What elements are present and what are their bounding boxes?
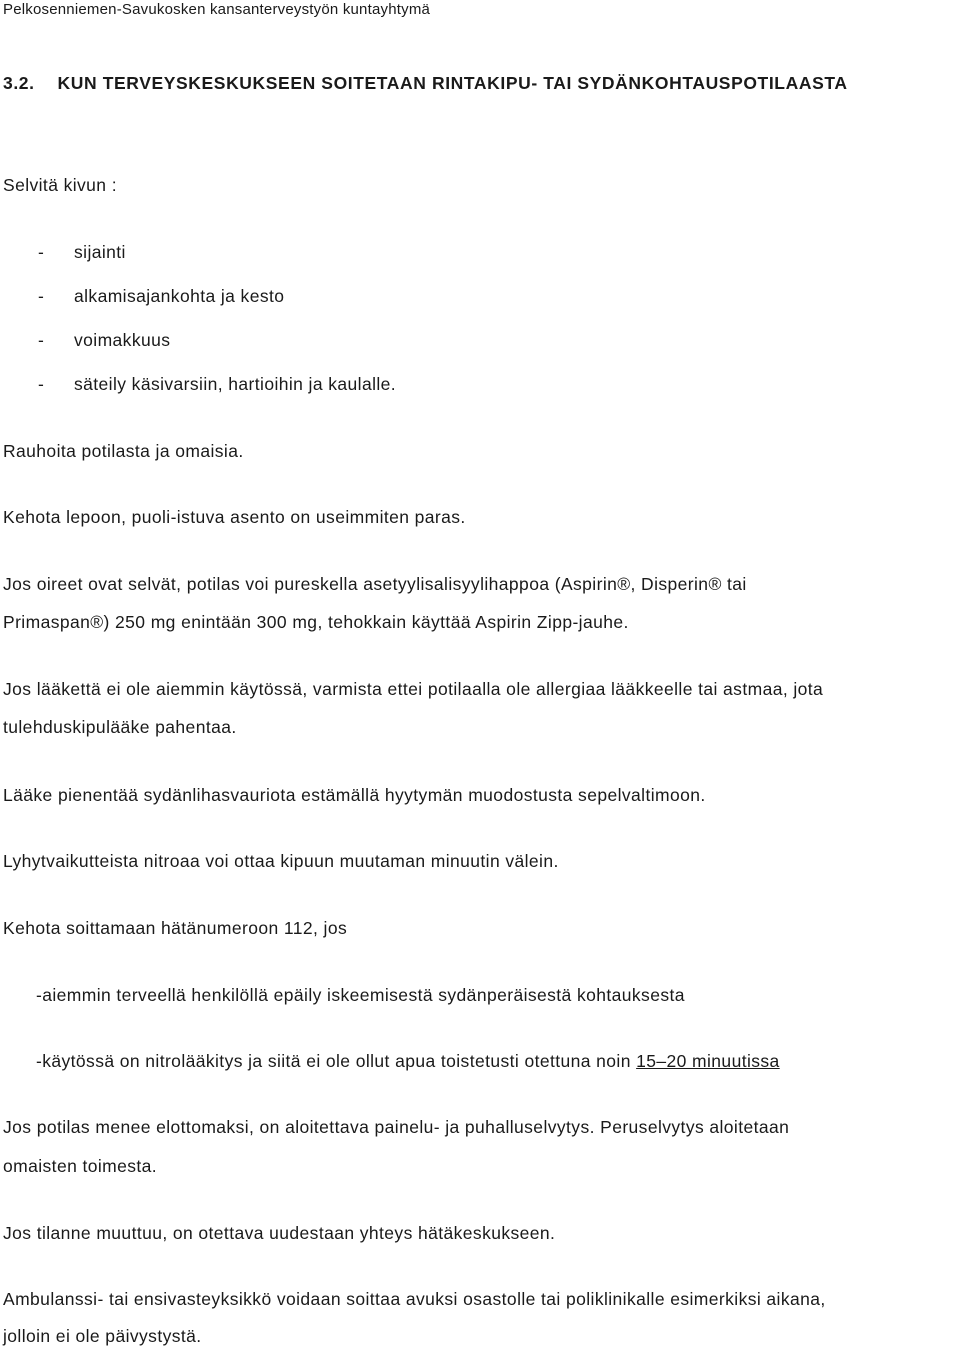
list-bullet: - xyxy=(38,330,45,350)
section-number: 3.2. xyxy=(3,73,35,93)
list-item-text: alkamisajankohta ja kesto xyxy=(74,286,285,306)
list-item-text: voimakkuus xyxy=(74,330,171,350)
paragraph-nitro: Lyhytvaikutteista nitroaa voi ottaa kipuun muutaman minuutin välein. xyxy=(3,851,559,871)
list-bullet: - xyxy=(38,286,45,306)
call-condition-item: -aiemmin terveellä henkilöllä epäily iskeemisestä sydänperäisestä kohtauksesta xyxy=(36,985,685,1005)
paragraph-line: Jos oireet ovat selvät, potilas voi pureskella asetyylisalisyylihappoa (Aspirin®, Disperin® tai xyxy=(3,574,747,594)
list-bullet: - xyxy=(38,242,45,262)
call-condition-item xyxy=(36,1051,780,1072)
section-title: KUN TERVEYSKESKUKSEEN SOITETAAN RINTAKIPU- TAI SYDÄNKOHTAUSPOTILAASTA xyxy=(57,73,848,93)
document-header xyxy=(3,1,430,18)
paragraph-call-intro: Kehota soittamaan hätänumeroon 112, jos xyxy=(3,918,348,938)
list-item xyxy=(38,286,284,307)
list-item-text: säteily käsivarsiin, hartioihin ja kaulalle. xyxy=(74,374,397,394)
paragraph-rest: Kehota lepoon, puoli-istuva asento on useimmiten paras. xyxy=(3,507,466,527)
organization-name: Pelkosenniemen-Savukosken kansanterveystyön kuntayhtymä xyxy=(3,1,431,18)
paragraph-calm: Rauhoita potilasta ja omaisia. xyxy=(3,441,244,461)
paragraph-line: Jos potilas menee elottomaksi, on aloitettava painelu- ja puhalluselvytys. Peruselvytys aloitetaan xyxy=(3,1117,790,1137)
paragraph-line: Ambulanssi- tai ensivasteyksikkö voidaan soittaa avuksi osastolle tai poliklinikalle esimerkiksi aikana, xyxy=(3,1289,826,1309)
list-item xyxy=(38,330,170,351)
paragraph-line: omaisten toimesta. xyxy=(3,1156,158,1176)
list-item xyxy=(38,374,396,395)
paragraph-line: Primaspan®) 250 mg enintään 300 mg, tehokkain käyttää Aspirin Zipp-jauhe. xyxy=(3,612,629,632)
list-item-text: sijainti xyxy=(74,242,126,262)
pain-intro: Selvitä kivun : xyxy=(3,175,117,195)
paragraph-change: Jos tilanne muuttuu, on otettava uudestaan yhteys hätäkeskukseen. xyxy=(3,1223,556,1243)
paragraph-line: jolloin ei ole päivystystä. xyxy=(3,1326,202,1346)
list-bullet: - xyxy=(38,374,45,394)
section-heading xyxy=(3,73,848,94)
call-condition-text: -käytössä on nitrolääkitys ja siitä ei ole ollut apua toistetusti otettuna noin xyxy=(36,1051,637,1071)
paragraph-line: tulehduskipulääke pahentaa. xyxy=(3,717,237,737)
paragraph-effect: Lääke pienentää sydänlihasvauriota estämällä hyytymän muodostusta sepelvaltimoon. xyxy=(3,785,706,805)
call-condition-duration: 15–20 minuutissa xyxy=(636,1051,780,1071)
list-item xyxy=(38,242,126,263)
paragraph-line: Jos lääkettä ei ole aiemmin käytössä, varmista ettei potilaalla ole allergiaa lääkkeelle tai astmaa, jota xyxy=(3,679,824,699)
